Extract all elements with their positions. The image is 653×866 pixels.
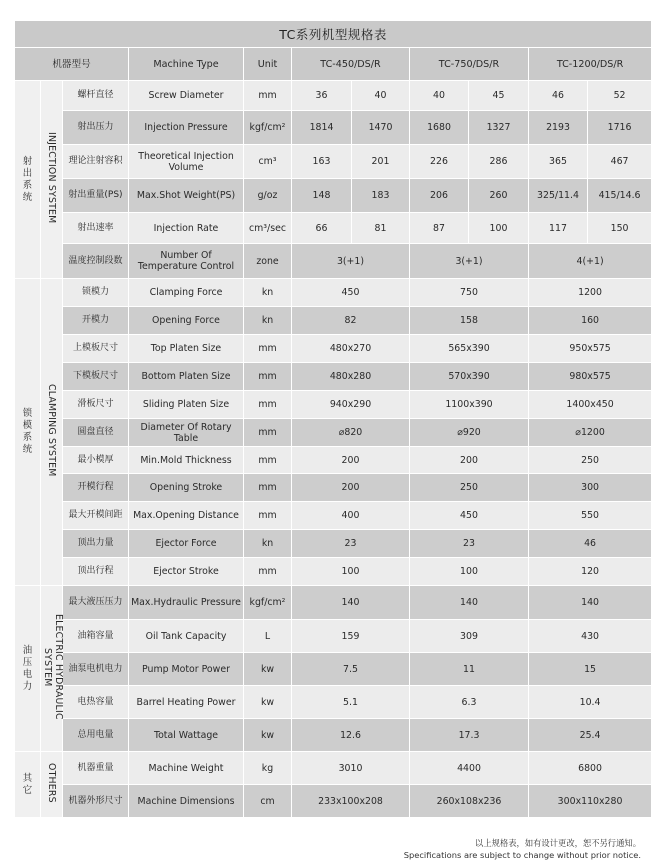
spec-value: 250 (529, 447, 652, 474)
row-label-zh: 射出重量(PS) (63, 179, 129, 213)
spec-row (15, 447, 652, 474)
row-unit: mm (244, 363, 292, 391)
spec-value: 309 (410, 620, 529, 653)
row-label-en: Max.Opening Distance (129, 502, 244, 530)
table-title: TC系列机型规格表 (15, 21, 652, 48)
row-unit: kg (244, 752, 292, 785)
row-label-zh: 顶出力量 (63, 530, 129, 558)
spec-value: 158 (410, 307, 529, 335)
row-unit: kn (244, 307, 292, 335)
row-unit: cm³ (244, 145, 292, 179)
row-label-zh: 滑板尺寸 (63, 391, 129, 419)
row-label-en: Pump Motor Power (129, 653, 244, 686)
spec-value: 3(+1) (410, 244, 529, 279)
spec-value: 1680 (410, 111, 469, 145)
spec-value: 450 (410, 502, 529, 530)
row-unit: mm (244, 558, 292, 586)
row-unit: kw (244, 653, 292, 686)
title-row (15, 21, 652, 48)
header-model-750: TC-750/DS/R (410, 48, 529, 81)
header-unit: Unit (244, 48, 292, 81)
row-label-en: Barrel Heating Power (129, 686, 244, 719)
spec-value: 6.3 (410, 686, 529, 719)
group-label-zh (15, 81, 41, 279)
spec-value: 260 (469, 179, 529, 213)
spec-value: 4400 (410, 752, 529, 785)
spec-value: 82 (292, 307, 410, 335)
row-label-en: Oil Tank Capacity (129, 620, 244, 653)
spec-value: 300x110x280 (529, 785, 652, 818)
spec-value: 200 (410, 447, 529, 474)
spec-row (15, 719, 652, 752)
row-unit: mm (244, 474, 292, 502)
spec-value: 1327 (469, 111, 529, 145)
spec-value: 250 (410, 474, 529, 502)
spec-value: 23 (292, 530, 410, 558)
spec-row (15, 213, 652, 244)
footnote-en: Specifications are subject to change without prior notice. (403, 850, 641, 860)
row-label-zh: 油箱容量 (63, 620, 129, 653)
row-label-zh: 理论注射容积 (63, 145, 129, 179)
spec-value: 415/14.6 (588, 179, 652, 213)
row-unit: mm (244, 81, 292, 111)
spec-row (15, 145, 652, 179)
header-model: 机器型号 (15, 48, 129, 81)
header-machine-type: Machine Type (129, 48, 244, 81)
spec-value: 565x390 (410, 335, 529, 363)
row-unit: kn (244, 530, 292, 558)
spec-row (15, 752, 652, 785)
spec-row (15, 179, 652, 213)
group-label-zh-text: 其它 (22, 772, 33, 796)
footnote-zh: 以上规格表，如有设计更改，恕不另行通知。 (475, 838, 641, 848)
spec-value: 480x270 (292, 335, 410, 363)
spec-value: 36 (292, 81, 352, 111)
spec-value: 40 (352, 81, 410, 111)
row-unit: L (244, 620, 292, 653)
spec-value: 148 (292, 179, 352, 213)
spec-value: 140 (529, 586, 652, 620)
group-label-zh (15, 586, 41, 752)
spec-value: 7.5 (292, 653, 410, 686)
spec-row (15, 785, 652, 818)
spec-value: 950x575 (529, 335, 652, 363)
spec-value: 17.3 (410, 719, 529, 752)
spec-value: 286 (469, 145, 529, 179)
row-unit: zone (244, 244, 292, 279)
spec-table (14, 20, 652, 818)
row-label-en: Opening Force (129, 307, 244, 335)
spec-value: 117 (529, 213, 588, 244)
spec-value: 10.4 (529, 686, 652, 719)
spec-value: 140 (410, 586, 529, 620)
spec-value: 940x290 (292, 391, 410, 419)
spec-row (15, 653, 652, 686)
row-label-zh: 最大液压压力 (63, 586, 129, 620)
group-label-zh-text: 锁模系统 (22, 408, 33, 455)
spec-value: 570x390 (410, 363, 529, 391)
row-label-zh: 总用电量 (63, 719, 129, 752)
row-label-en: Opening Stroke (129, 474, 244, 502)
spec-value: 1100x390 (410, 391, 529, 419)
spec-value: 160 (529, 307, 652, 335)
row-label-zh: 开模行程 (63, 474, 129, 502)
group-label-zh (15, 279, 41, 586)
spec-value: 81 (352, 213, 410, 244)
row-label-zh: 电热容量 (63, 686, 129, 719)
row-unit: kgf/cm² (244, 586, 292, 620)
spec-value: 87 (410, 213, 469, 244)
header-model-450: TC-450/DS/R (292, 48, 410, 81)
spec-value: 66 (292, 213, 352, 244)
spec-row (15, 391, 652, 419)
row-label-zh: 最大开模间距 (63, 502, 129, 530)
spec-value: 1200 (529, 279, 652, 307)
spec-value: 45 (469, 81, 529, 111)
spec-row (15, 474, 652, 502)
spec-value: 159 (292, 620, 410, 653)
row-label-zh: 螺杆直径 (63, 81, 129, 111)
spec-value: 1716 (588, 111, 652, 145)
group-label-en-text: CLAMPING SYSTEM (46, 384, 57, 477)
spec-value: 1814 (292, 111, 352, 145)
spec-value: 150 (588, 213, 652, 244)
spec-value: 40 (410, 81, 469, 111)
row-label-en: Theoretical Injection Volume (129, 145, 244, 179)
group-label-zh (15, 752, 41, 818)
spec-value: 365 (529, 145, 588, 179)
spec-row (15, 620, 652, 653)
spec-value: 100 (469, 213, 529, 244)
group-label-en-text: OTHERS (46, 763, 57, 803)
row-label-zh: 锁模力 (63, 279, 129, 307)
row-label-en: Diameter Of Rotary Table (129, 419, 244, 447)
row-unit: kw (244, 719, 292, 752)
spec-row (15, 81, 652, 111)
row-unit: kn (244, 279, 292, 307)
spec-value: 4(+1) (529, 244, 652, 279)
row-label-en: Injection Rate (129, 213, 244, 244)
row-unit: mm (244, 502, 292, 530)
header-row (15, 48, 652, 81)
row-unit: cm (244, 785, 292, 818)
spec-value: 450 (292, 279, 410, 307)
spec-value: 1400x450 (529, 391, 652, 419)
row-label-en: Clamping Force (129, 279, 244, 307)
row-label-en: Sliding Platen Size (129, 391, 244, 419)
spec-value: 201 (352, 145, 410, 179)
spec-value: 325/11.4 (529, 179, 588, 213)
row-label-zh: 圆盘直径 (63, 419, 129, 447)
row-label-en: Ejector Stroke (129, 558, 244, 586)
spec-value: 163 (292, 145, 352, 179)
spec-value: 46 (529, 530, 652, 558)
spec-row (15, 363, 652, 391)
spec-value: 140 (292, 586, 410, 620)
spec-value: 100 (292, 558, 410, 586)
group-label-en (41, 279, 63, 586)
spec-row (15, 586, 652, 620)
spec-value: 12.6 (292, 719, 410, 752)
spec-value: 46 (529, 81, 588, 111)
row-label-en: Machine Weight (129, 752, 244, 785)
spec-row (15, 419, 652, 447)
row-label-zh: 顶出行程 (63, 558, 129, 586)
row-unit: mm (244, 335, 292, 363)
spec-row (15, 279, 652, 307)
row-label-zh: 最小模厚 (63, 447, 129, 474)
row-label-zh: 上模板尺寸 (63, 335, 129, 363)
spec-row (15, 335, 652, 363)
spec-value: 120 (529, 558, 652, 586)
spec-value: 6800 (529, 752, 652, 785)
group-label-en (41, 586, 63, 752)
spec-row (15, 502, 652, 530)
spec-value: 200 (292, 447, 410, 474)
group-label-en-text: ELECTRIC HYDRAULIC SYSTEM (42, 614, 64, 720)
row-label-zh: 射出压力 (63, 111, 129, 145)
row-label-zh: 机器重量 (63, 752, 129, 785)
spec-value: 480x280 (292, 363, 410, 391)
row-label-en: Max.Hydraulic Pressure (129, 586, 244, 620)
row-label-zh: 下模板尺寸 (63, 363, 129, 391)
group-label-zh-text: 油压电力 (22, 644, 33, 692)
spec-value: 3010 (292, 752, 410, 785)
spec-value: ⌀820 (292, 419, 410, 447)
spec-value: ⌀1200 (529, 419, 652, 447)
spec-value: 3(+1) (292, 244, 410, 279)
spec-value: 233x100x208 (292, 785, 410, 818)
row-label-zh: 温度控制段数 (63, 244, 129, 279)
group-label-en-text: INJECTION SYSTEM (46, 132, 57, 224)
row-label-en: Min.Mold Thickness (129, 447, 244, 474)
spec-value: ⌀920 (410, 419, 529, 447)
spec-value: 15 (529, 653, 652, 686)
spec-value: 25.4 (529, 719, 652, 752)
spec-value: 5.1 (292, 686, 410, 719)
spec-value: 400 (292, 502, 410, 530)
spec-value: 1470 (352, 111, 410, 145)
row-unit: g/oz (244, 179, 292, 213)
row-label-en: Screw Diameter (129, 81, 244, 111)
group-label-en (41, 81, 63, 279)
spec-value: 750 (410, 279, 529, 307)
spec-value: 206 (410, 179, 469, 213)
spec-value: 550 (529, 502, 652, 530)
row-label-en: Machine Dimensions (129, 785, 244, 818)
row-label-zh: 射出速率 (63, 213, 129, 244)
row-unit: kgf/cm² (244, 111, 292, 145)
row-label-en: Total Wattage (129, 719, 244, 752)
spec-body (15, 81, 652, 818)
spec-row (15, 558, 652, 586)
spec-value: 100 (410, 558, 529, 586)
spec-row (15, 111, 652, 145)
spec-value: 11 (410, 653, 529, 686)
row-unit: mm (244, 419, 292, 447)
spec-value: 52 (588, 81, 652, 111)
spec-row (15, 530, 652, 558)
spec-value: 23 (410, 530, 529, 558)
row-label-en: Top Platen Size (129, 335, 244, 363)
row-label-en: Injection Pressure (129, 111, 244, 145)
spec-value: 260x108x236 (410, 785, 529, 818)
row-unit: mm (244, 447, 292, 474)
row-unit: kw (244, 686, 292, 719)
row-unit: mm (244, 391, 292, 419)
group-label-en (41, 752, 63, 818)
row-label-zh: 开模力 (63, 307, 129, 335)
spec-row (15, 244, 652, 279)
spec-value: 183 (352, 179, 410, 213)
row-label-en: Ejector Force (129, 530, 244, 558)
spec-value: 430 (529, 620, 652, 653)
row-label-zh: 机器外形尺寸 (63, 785, 129, 818)
row-unit: cm³/sec (244, 213, 292, 244)
spec-value: 200 (292, 474, 410, 502)
group-label-zh-text: 射出系统 (22, 155, 33, 203)
row-label-en: Max.Shot Weight(PS) (129, 179, 244, 213)
row-label-en: Bottom Platen Size (129, 363, 244, 391)
spec-value: 300 (529, 474, 652, 502)
header-model-1200: TC-1200/DS/R (529, 48, 652, 81)
row-label-en: Number Of Temperature Control (129, 244, 244, 279)
spec-sheet (14, 20, 641, 818)
spec-value: 2193 (529, 111, 588, 145)
row-label-zh: 油泵电机电力 (63, 653, 129, 686)
spec-row (15, 307, 652, 335)
spec-value: 226 (410, 145, 469, 179)
spec-value: 467 (588, 145, 652, 179)
spec-row (15, 686, 652, 719)
spec-value: 980x575 (529, 363, 652, 391)
